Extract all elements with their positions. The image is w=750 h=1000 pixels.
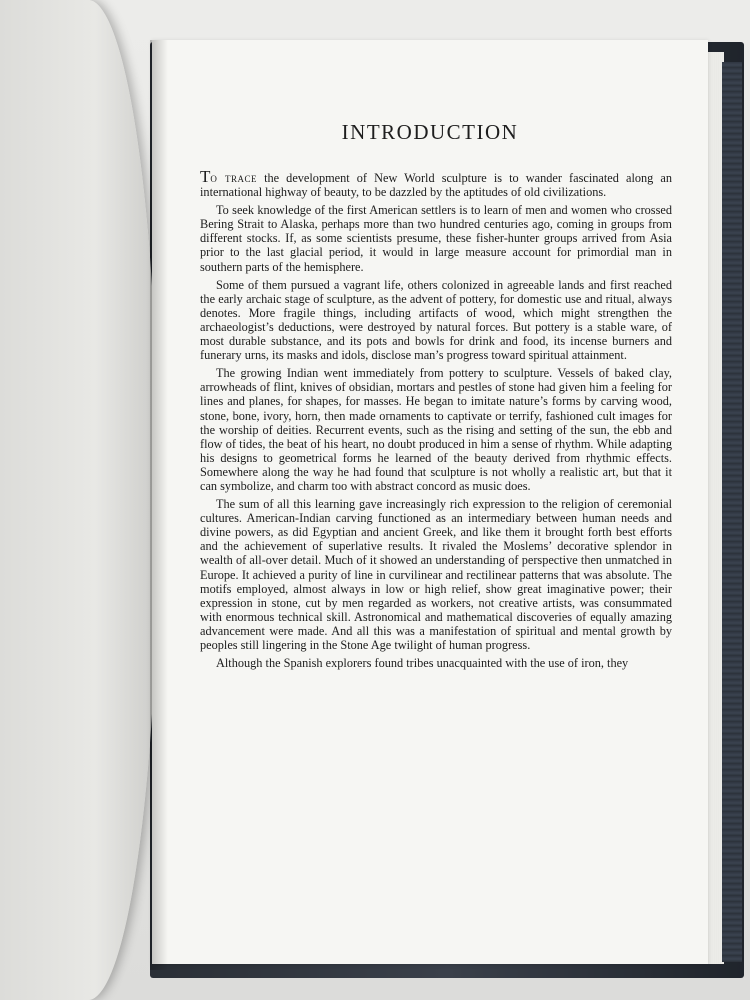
paragraph-6: Although the Spanish explorers found tribes unacquainted with the use of iron, they — [216, 656, 629, 671]
page-title: INTRODUCTION — [341, 120, 519, 144]
cover-edge — [722, 62, 742, 962]
paragraph-1-text: the development of New World sculpture is to wander fascinated along an international highway of beauty, to be dazzled by the aptitudes of old civilizations. — [200, 171, 672, 200]
lead-small-caps: o trace — [210, 171, 257, 185]
left-page-curl — [0, 0, 158, 1000]
paragraph-5: The sum of all this learning gave increasingly rich expression to the religion of ceremonial cultures. American-Indian carving functioned as an intermediary between human needs and divine powers, as did Egyptian and ancient Greek, and like them it brought forth best efforts and the achievement of superlative results. It rivaled the Moslems’ decorative splendor in wealth of all-over detail. Much of it showed an understanding of perspective then unmatched in Europe. It achieved a purity of line in curvilinear and rectilinear patterns that was absolute. The motifs employed, almost always in low or high relief, show great imaginative power; their expression in stone, cut by men regarded as workers, not creative artists, was consummated with enormous technical skill. Astronomical and mathematical discoveries of equally amazing advancement were made. And all this was a manifestation of spiritual and mental growth by peoples still lingering in the Stone Age twilight of human progress. — [200, 497, 672, 652]
body-text — [200, 167, 672, 674]
paragraph-1 — [200, 167, 672, 200]
gutter-shadow — [150, 40, 168, 970]
paragraph-2: To seek knowledge of the first American settlers is to learn of men and women who crossed Bering Strait to Alaska, perhaps more than two hundred centuries ago, coming in groups from different stocks. If, as some scientists presume, these fisher-hunter groups arrived from Asia prior to the last glacial period, it would in large measure account for primordial man in southern parts of the hemisphere. — [200, 203, 672, 274]
paragraph-3: Some of them pursued a vagrant life, others colonized in agreeable lands and first reached the early archaic stage of sculpture, as the advent of pottery, for domestic use and ritual, always denotes. More fragile things, including artifacts of wood, which might strengthen the archaeologist’s deductions, were destroyed by natural forces. But pottery is a stable ware, of most durable substance, and its pots and bowls for drink and food, its incense burners and funerary urns, its masks and idols, disclose man’s progress toward spiritual attainment. — [200, 277, 672, 363]
lead-capital: T — [200, 167, 211, 186]
right-page — [152, 40, 708, 964]
paragraph-4: The growing Indian went immediately from pottery to sculpture. Vessels of baked clay, arrowheads of flint, knives of obsidian, mortars and pestles of stone had given him a feeling for lines and planes, for shapes, for masses. He began to imitate nature’s forms by carving wood, stone, bone, ivory, horn, then made ornaments to captivate or terrify, fashioned cult images for the worship of deities. Recurrent events, such as the rising and setting of the sun, the ebb and flow of tides, the beat of his heart, no doubt produced in him a sense of rhythm. While adapting his designs to geometrical forms he learned of the beauty derived from rhythmic effects. Somewhere along the way he had found that sculpture is not wholly a realistic art, but that it can symbolize, and charm too with abstract concord as music does. — [200, 366, 672, 493]
